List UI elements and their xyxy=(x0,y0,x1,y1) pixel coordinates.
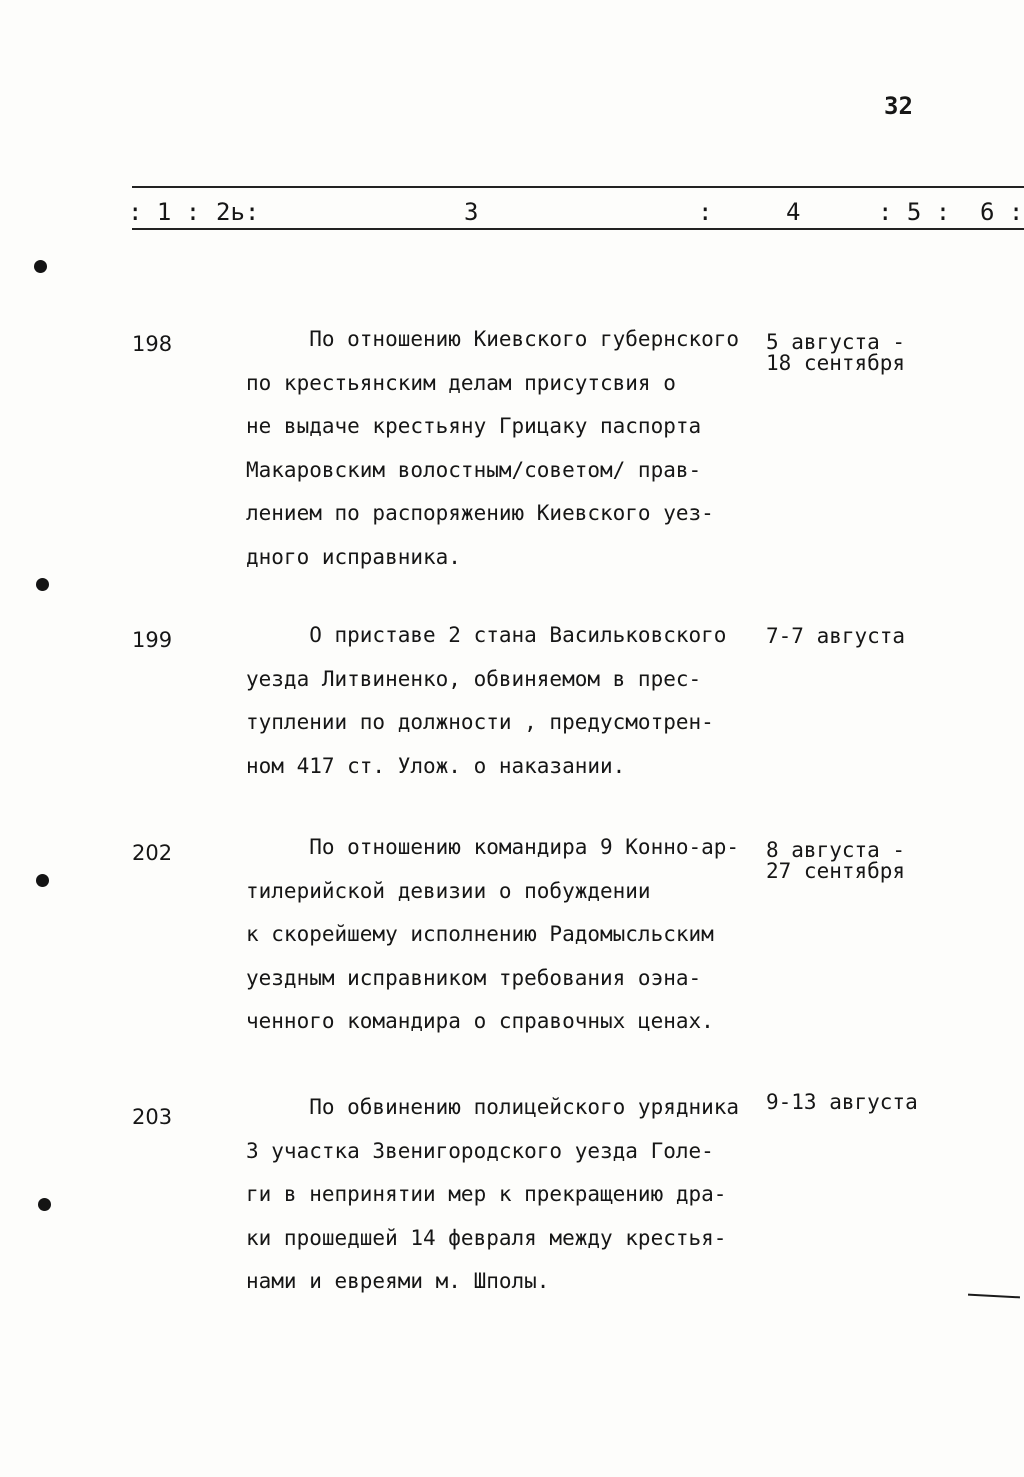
entry-description: По обвинению полицейского урядника 3 участка Звенигородского уезда Голе- ги в непринятии мер к прекращению дра- ки прошедшей 14 февраля между крестья- нами и евреями м. Шполы. xyxy=(246,1095,740,1293)
entry-dates: 9-13 августа xyxy=(766,1090,918,1114)
entry-number: 202 xyxy=(132,841,173,865)
header-rule-bottom xyxy=(132,228,1024,230)
entry-number: 199 xyxy=(132,628,173,652)
entry-description: По отношению командира 9 Конно-ар- тилерийской девизии о побуждении к скорейшему исполнению Радомысльским уездным исправником требования оэна- ченного командира о справочных ценах. xyxy=(246,835,740,1033)
column-header-3: 3 xyxy=(464,198,479,226)
column-header-4: 4 xyxy=(786,198,801,226)
column-header-1: : 1 : xyxy=(128,198,201,226)
punch-hole-mark xyxy=(38,1198,51,1211)
punch-hole-mark xyxy=(36,874,49,887)
entry-dates: 7-7 августа xyxy=(766,624,906,648)
column-header-6: 6 : xyxy=(980,198,1024,226)
header-rule-top xyxy=(132,186,1024,188)
column-header-5: : 5 : xyxy=(878,198,951,226)
punch-hole-mark xyxy=(34,260,47,273)
pen-stroke-mark xyxy=(968,1294,1020,1299)
column-header-3-separator: : xyxy=(698,198,713,226)
column-header-2: 2ь: xyxy=(216,198,260,226)
entry-dates: 5 августа - 18 сентября xyxy=(766,330,906,375)
entry-dates: 8 августа - 27 сентября xyxy=(766,838,906,883)
entry-number: 203 xyxy=(132,1105,173,1129)
page-number: 32 xyxy=(884,92,913,120)
entry-description: По отношению Киевского губернского по крестьянским делам присутсвия о не выдаче крестьяну Грицаку паспорта Макаровским волостным/советом/ прав- лением по распоряжению Киевского уез- дного исправника. xyxy=(246,327,740,569)
entry-description: О приставе 2 стана Васильковского уезда Литвиненко, обвиняемом в прес- туплении по должности , предусмотрен- ном 417 ст. Улож. о наказании. xyxy=(246,623,727,778)
entry-number: 198 xyxy=(132,332,173,356)
punch-hole-mark xyxy=(36,578,49,591)
